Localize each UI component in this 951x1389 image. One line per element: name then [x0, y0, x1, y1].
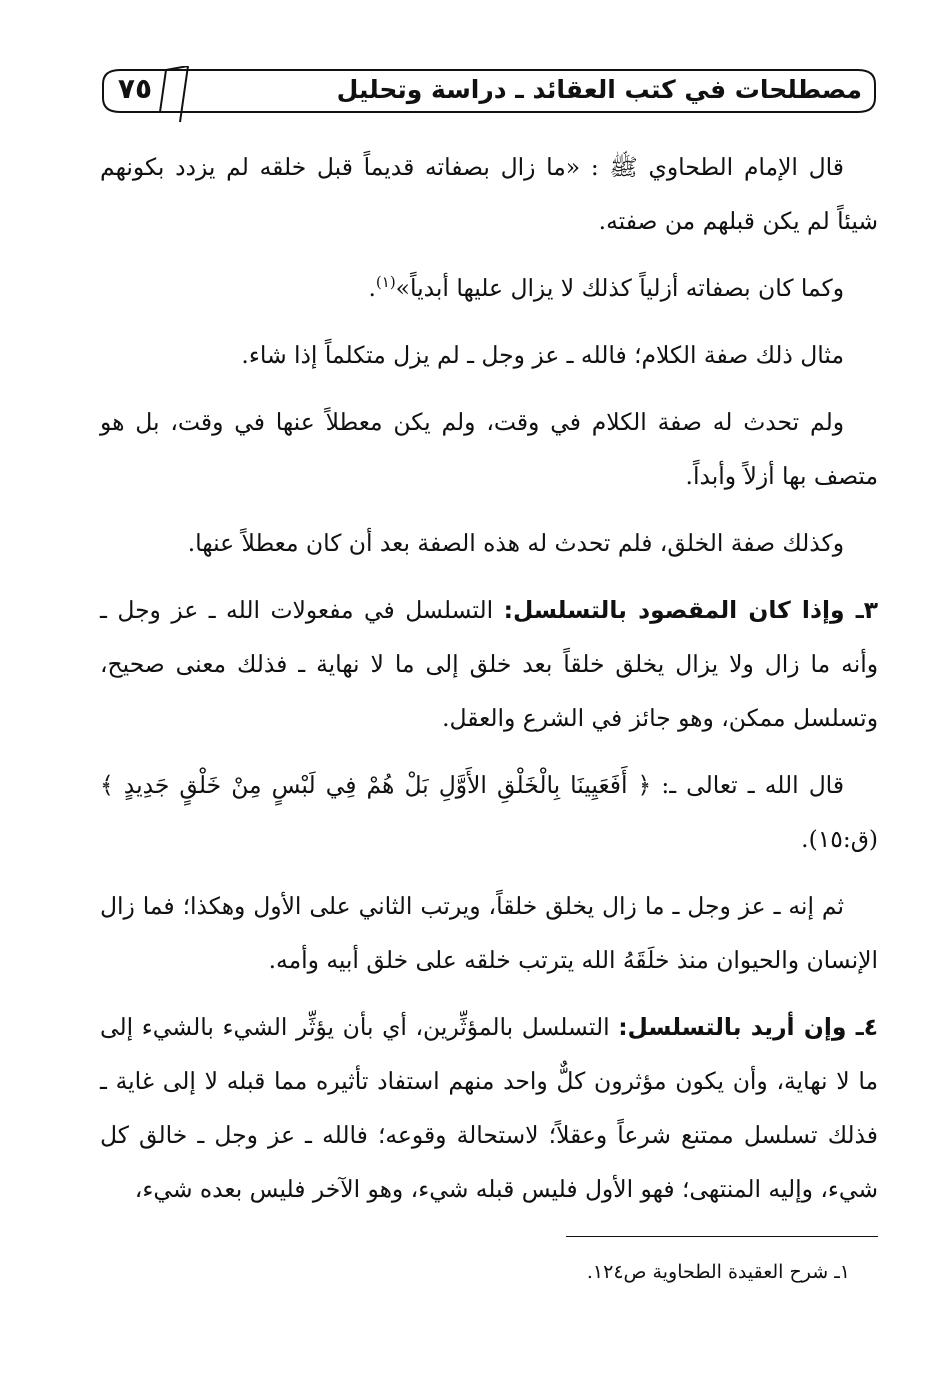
page-header — [100, 66, 878, 124]
running-title: مصطلحات في كتب العقائد ـ دراسة وتحليل — [336, 75, 862, 104]
paragraph-text: مثال ذلك صفة الكلام؛ فالله ـ عز وجل ـ لم يزل متكلماً إذا شاء. — [241, 341, 844, 369]
paragraph — [100, 140, 878, 248]
page-number: ٧٥ — [117, 72, 153, 105]
paragraph-text: التسلسل في مفعولات الله ـ عز وجل ـ وأنه ما زال ولا يزال يخلق خلقاً بعد خلق إلى ما لا نهاية ـ فذلك معنى صحيح، وتسلسل ممكن، وهو جائز في الشرع والعقل. — [100, 596, 878, 732]
paragraph-lead: ٤ـ وإن أريد بالتسلسل: — [618, 1013, 878, 1041]
numbered-paragraph-4 — [100, 1000, 878, 1216]
footnote-reference[interactable]: (١) — [375, 273, 396, 292]
paragraph — [100, 516, 878, 570]
paragraph-text: قال الله ـ تعالى ـ: ﴿ أَفَعَيِينَا بِالْخَلْقِ الأَوَّلِ بَلْ هُمْ فِي لَبْسٍ مِنْ خَلْقٍ جَدِيدٍ ﴾ (ق:١٥). — [100, 771, 878, 853]
paragraph-text: التسلسل بالمؤثِّرين، أي بأن يؤثِّر الشيء بالشيء إلى ما لا نهاية، وأن يكون مؤثرون كلٌّ واحد منهم استفاد تأثيره مما قبله لا إلى غاية ـ فذلك تسلسل ممتنع شرعاً وعقلاً؛ لاستحالة وقوعه؛ فالله ـ عز وجل ـ خالق كل شيء، وإليه المنتهى؛ فهو الأول فليس قبله شيء، وهو الآخر فليس بعده شيء، — [100, 1013, 878, 1203]
numbered-paragraph-3 — [100, 583, 878, 745]
paragraph — [100, 328, 878, 382]
paragraph — [100, 395, 878, 503]
paragraph-tail: . — [368, 274, 376, 302]
quran-quote-paragraph — [100, 758, 878, 866]
main-text — [100, 140, 878, 1229]
paragraph — [100, 879, 878, 987]
paragraph-text: ولم تحدث له صفة الكلام في وقت، ولم يكن معطلاً عنها في وقت، بل هو متصف بها أزلاً وأبداً. — [100, 408, 878, 490]
footnotes — [100, 1252, 850, 1292]
paragraph-lead: ٣ـ وإذا كان المقصود بالتسلسل: — [503, 596, 878, 624]
footnote-item: ١ـ شرح العقيدة الطحاوية ص١٢٤. — [586, 1261, 850, 1283]
footnote-divider — [566, 1236, 878, 1237]
paragraph-text: وكذلك صفة الخلق، فلم تحدث له هذه الصفة بعد أن كان معطلاً عنها. — [187, 529, 844, 557]
paragraph-text: قال الإمام الطحاوي ﷺ : «ما زال بصفاته قديماً قبل خلقه لم يزدد بكونهم شيئاً لم يكن قبلهم من صفته. — [100, 153, 878, 235]
paragraph — [100, 261, 878, 315]
paragraph-text: وكما كان بصفاته أزلياً كذلك لا يزال عليها أبدياً» — [395, 274, 844, 302]
paragraph-text: ثم إنه ـ عز وجل ـ ما زال يخلق خلقاً، ويرتب الثاني على الأول وهكذا؛ فما زال الإنسان والحيوان منذ خلَقَهُ الله يترتب خلقه على خلق أبيه وأمه. — [100, 892, 878, 974]
